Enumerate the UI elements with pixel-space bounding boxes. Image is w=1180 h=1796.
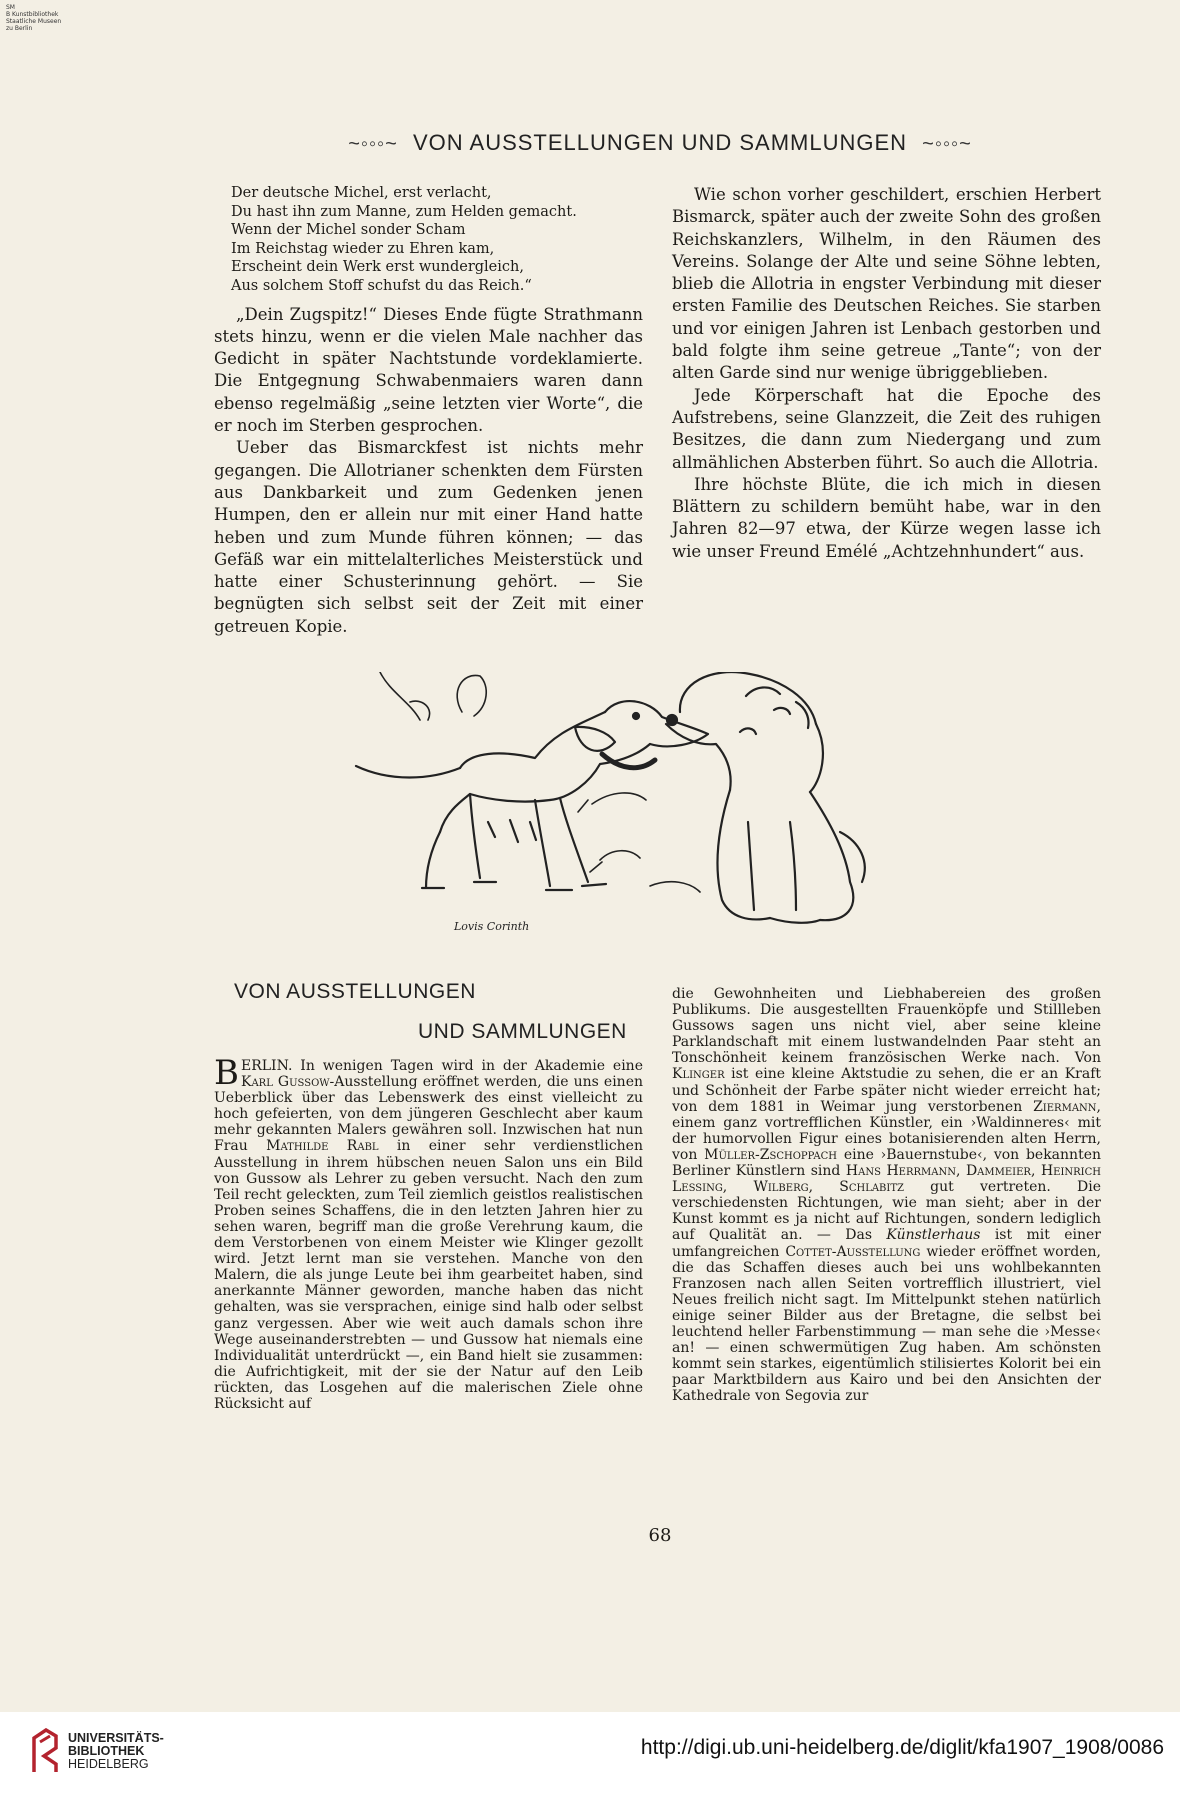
artist-name: Müller-Zschoppach	[704, 1146, 838, 1163]
running-header	[200, 130, 1120, 156]
paragraph: Ueber das Bismarckfest ist nichts mehr gegangen. Die Allotrianer schenkten dem Fürsten aus Dankbarkeit und zum Gedenken jenen Humpen, den er allein nur mit einer Hand hatte heben und zum Munde führen können; — das Gefäß war ein mittelalterliches Meisterstück und hatte einer Schusterinnung gehört. — Sie begnügten sich selbst seit der Zeit mit einer getreuen Kopie.	[214, 438, 643, 636]
paragraph: die Gewohnheiten und Liebhabereien des großen Publikums. Die ausgestellten Frauenköpfe und Stillleben Gussows sagen uns nicht viel, aber seine kleine Parklandschaft mit einem lustwandelnden Paar steht an Tonschönheit keinem französischen Werke nach. Von Klinger ist eine kleine Aktstudie zu sehen, die er an Kraft und Schönheit der Farbe später nicht wieder erreicht hat; von dem 1881 in Weimar jung verstorbenen Ziermann, einem ganz vortrefflichen Künstler, ein ›Waldinneres‹ mit der humorvollen Figur eines botanisierenden alten Herrn, von Müller-Zschoppach eine ›Bauernstube‹, von bekannten Berliner Künstlern sind Hans Herrmann, Dammeier, Heinrich Lessing, Wilberg, Schlabitz gut vertreten. Die verschiedensten Richtungen, wie man sieht; aber in der Kunst kommt es ja nicht auf Richtungen, sondern lediglich auf Qualität an. — Das Künstlerhaus ist mit einer umfangreichen Cottet-Ausstellung wieder eröffnet worden, die das Schaffen dieses auch bei uns wohlbekannten Franzosen nach allen Seiten vortrefflich illustriert, viel Neues freilich nicht sagt. Im Mittelpunkt stehen natürlich einige seiner Bilder aus der Bretagne, die selbst bei leuchtend heller Farbenstimmung — man sehe die ›Messe‹ an! — einen schwermütigen Zug haben. Am schönsten kommt sein starkes, eigentümlich stilisiertes Kolorit bei ein paar Marktbildern aus Kairo und bei den Ansichten der Kathedrale von Segovia zur	[672, 986, 1102, 1405]
stamp-line: SM	[6, 4, 15, 11]
poem-line: Der deutsche Michel, erst verlacht,	[231, 185, 492, 201]
terrier-sketch	[666, 672, 865, 923]
source-url[interactable]: http://digi.ub.uni-heidelberg.de/diglit/kfa1907_1908/0086	[640, 1736, 1164, 1759]
section-title-line2: UND SAMMLUNGEN	[418, 1020, 627, 1043]
paragraph: Jede Körperschaft hat die Epoche des Aufstrebens, seine Glanzzeit, die Zeit des ruhigen Besitzes, die dann zum Niedergang und zum allmählichen Absterben führt. So auch die Allotria.	[672, 385, 1101, 472]
artist-name: Karl Gussow	[241, 1074, 330, 1091]
paragraph: BERLIN. In wenigen Tagen wird in der Akademie eine Karl Gussow-Ausstellung eröffnet werden, die uns einen Ueberblick über das Lebenswerk des einst vielleicht zu hoch gefeierten, von dem jüngeren Geschlecht aber kaum mehr gekannten Malers gewähren soll. Inzwischen hat nun Frau Mathilde Rabl in einer sehr verdienstlichen Ausstellung in ihrem hübschen neuen Salon uns ein Bild von Gussow als Lehrer zu geben versucht. Nach den zum Teil recht geleckten, zum Teil ziemlich geistlos realistischen Proben seines Schaffens, die in den letzten Jahren hier zu sehen waren, begriff man die große Verehrung kaum, die dem Verstorbenen von einem Meister wie Klinger gezollt wird. Jetzt lernt man sie verstehen. Manche von den Malern, die als junge Leute bei ihm gearbeitet haben, sind anerkannte Männer geworden, manche haben das nicht gehalten, was sie versprachen, einige sind halb oder selbst ganz vergessen. Aber wie weit auch damals schon ihre Wege auseinanderstrebten — und Gussow hat niemals eine Individualität unterdrückt —, ein Band hielt sie zusammen: die Aufrichtigkeit, mit der sie der Natur auf den Leib rückten, das Losgehen auf die malerischen Ziele ohne Rücksicht auf	[214, 1053, 643, 1412]
poem-line: Erscheint dein Werk erst wundergleich,	[231, 259, 524, 276]
drop-cap: B	[214, 1053, 239, 1093]
upper-right-column	[672, 184, 1101, 563]
lower-right-column	[672, 986, 1101, 1404]
left-ornament-icon: ~◦◦◦~	[348, 133, 398, 155]
footer-bar	[0, 1712, 1180, 1796]
paragraph: Ihre höchste Blüte, die ich mich in diesen Blättern zu schildern bemüht habe, war in den Jahren 82—97 etwa, der Kürze wegen lasse ich wie unser Freund Emélé „Achtzehnhundert“ aus.	[672, 474, 1101, 561]
library-stamp	[6, 4, 86, 32]
stamp-line: Staatliche Museen	[6, 18, 62, 25]
stamp-line: B Kunstbibliothek	[6, 11, 59, 18]
mouse-sketches	[380, 672, 700, 892]
dogs-illustration	[350, 672, 970, 950]
paragraph: „Dein Zugspitz!“ Dieses Ende fügte Strathmann stets hinzu, wenn er die vielen Male nachher das Gedicht in später Nachtstunde vordeklamierte. Die Entgegnung Schwabenmaiers waren dann ebenso regelmäßig „seine letzten vier Worte“, die er noch im Sterben gesprochen.	[214, 304, 643, 436]
poem-line: Aus solchem Stoff schufst du das Reich.“	[231, 277, 532, 294]
person-name: Mathilde Rabl	[266, 1138, 379, 1155]
poem-line: Wenn der Michel sonder Scham	[231, 222, 466, 239]
university-name: UNIVERSITÄTS- BIBLIOTHEK HEIDELBERG	[68, 1731, 164, 1771]
university-logo-icon	[30, 1728, 60, 1774]
dachshund-sketch	[356, 701, 708, 890]
section-title-line1: VON AUSSTELLUNGEN	[234, 980, 476, 1003]
artist-signature: Lovis Corinth	[454, 920, 530, 933]
upper-left-column	[214, 184, 643, 638]
header-title: VON AUSSTELLUNGEN UND SAMMLUNGEN	[412, 130, 908, 155]
poem-line: Im Reichstag wieder zu Ehren kam,	[231, 240, 495, 257]
right-ornament-icon: ~◦◦◦~	[922, 133, 972, 155]
artist-name: Klinger	[672, 1066, 725, 1083]
page-number: 68	[648, 1525, 672, 1546]
venue-name: Künstlerhaus	[886, 1227, 981, 1244]
artist-name: Ziermann	[1033, 1098, 1097, 1115]
paragraph: Wie schon vorher geschildert, erschien Herbert Bismarck, später auch der zweite Sohn des großen Reichskanzlers, Wilhelm, in den Räumen des Vereins. Solange der Alte und seine Söhne lebten, blieb die Allotria in engster Verbindung mit dieser ersten Familie des Deutschen Reiches. Sie starben und vor einigen Jahren ist Lenbach gestorben und bald folgte ihm seine getreue „Tante“; von der alten Garde sind nur wenige übriggeblieben.	[672, 185, 1101, 383]
poem-line: Du hast ihn zum Manne, zum Helden gemacht.	[231, 203, 577, 220]
exhibition-name: Cottet-Ausstellung	[785, 1243, 921, 1260]
stamp-line: zu Berlin	[6, 25, 33, 32]
artist-names: Hans Herrmann, Dammeier, Heinrich Lessing, Wilberg, Schlabitz	[672, 1163, 1102, 1196]
lower-left-column	[214, 1053, 643, 1412]
poem	[231, 184, 643, 296]
